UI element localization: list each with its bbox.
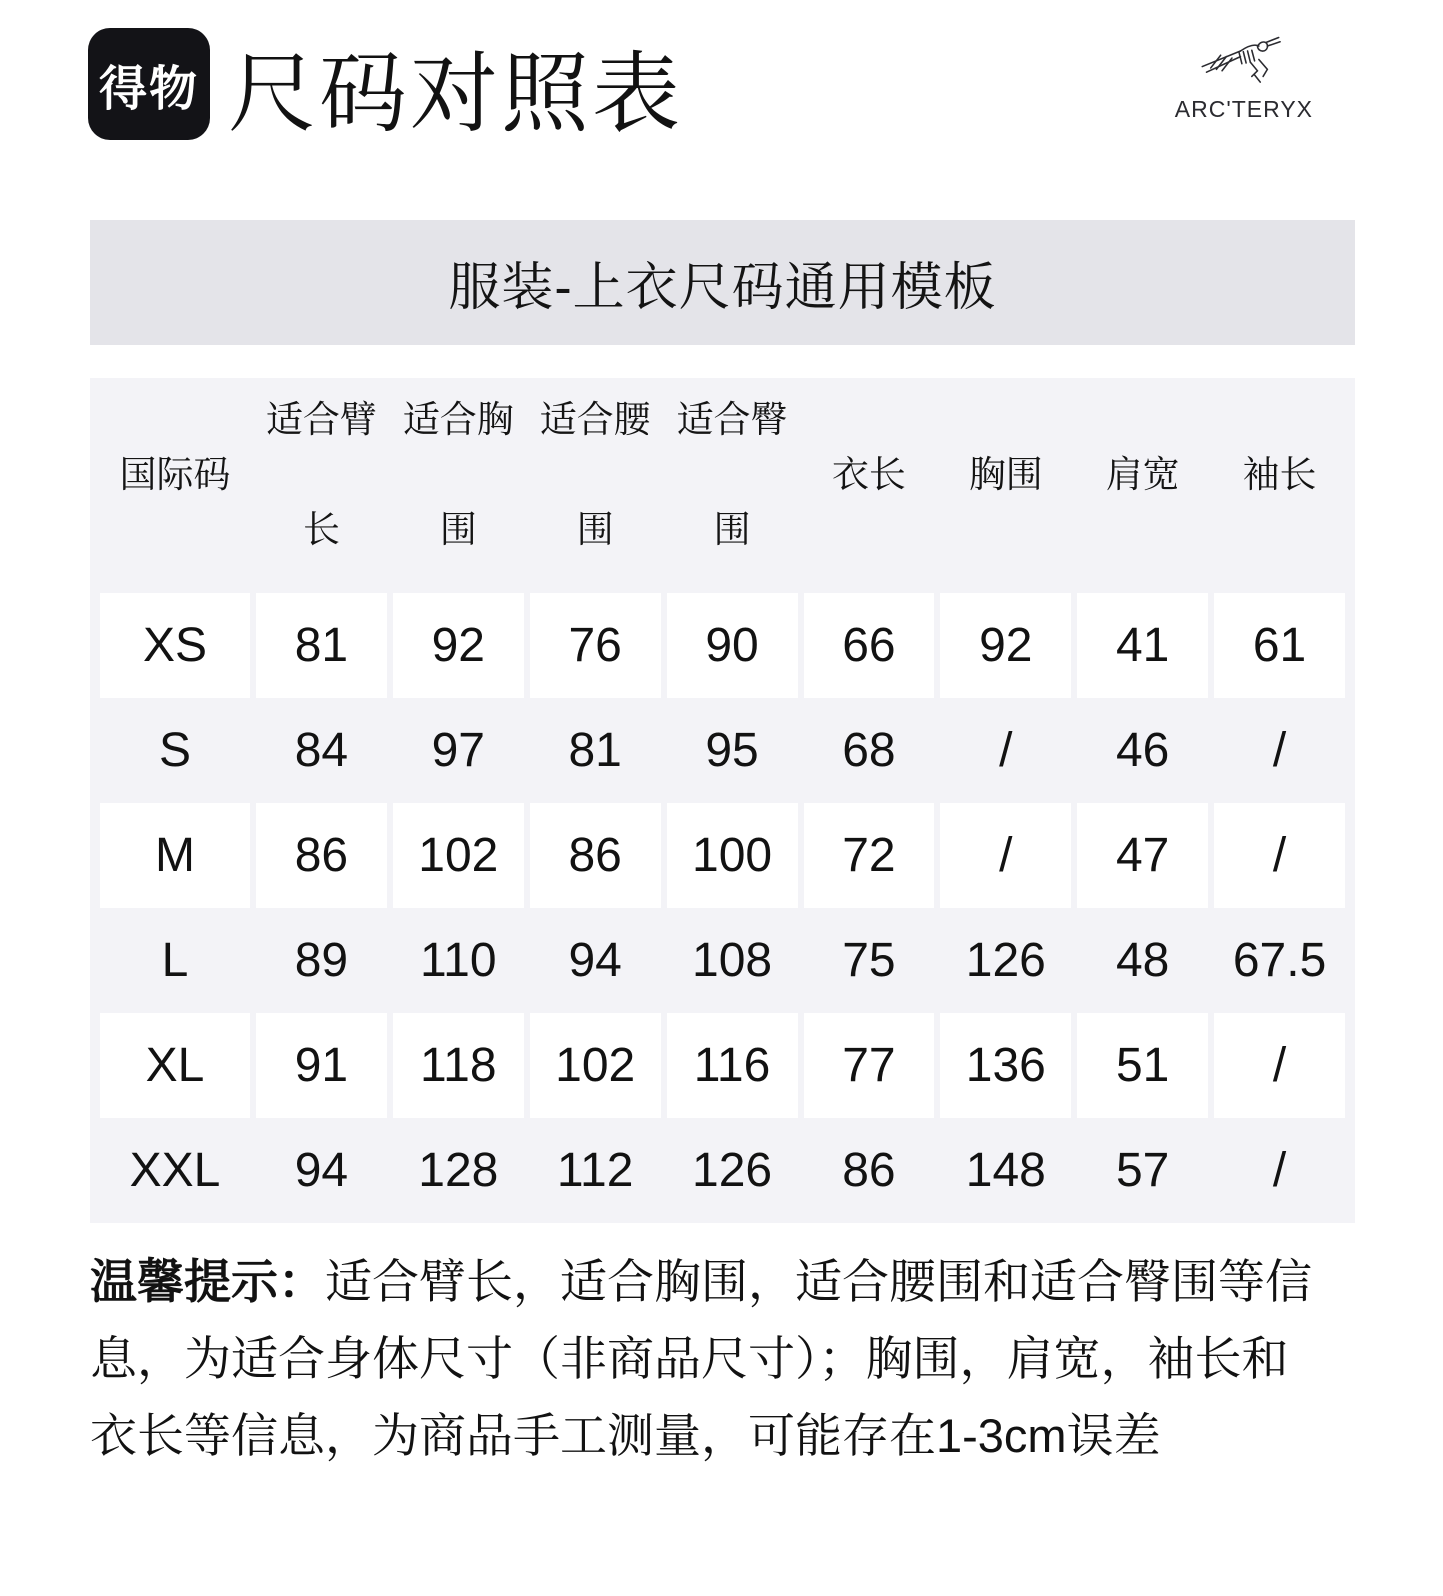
notice-line: [90, 1320, 1363, 1397]
notice-line-text: 息，为适合身体尺寸（非商品尺寸）；胸围，肩宽，袖长和: [90, 1332, 1289, 1385]
size-label: XXL: [129, 1144, 221, 1197]
header-label: 长: [302, 508, 340, 550]
table-row-xxl: [100, 1118, 1345, 1223]
column-header-fit-waist: [530, 378, 661, 563]
size-label: XL: [100, 1013, 250, 1118]
header-label: 胸围: [968, 453, 1043, 495]
table-cell: 100: [667, 803, 798, 908]
table-cell: 47: [1077, 803, 1208, 908]
table-cell: 46: [1115, 724, 1170, 777]
table-row-m: [100, 803, 1345, 908]
size-label: S: [158, 724, 191, 777]
table-cell: 81: [568, 724, 622, 777]
template-banner: [90, 220, 1355, 345]
table-cell: 68: [842, 724, 896, 777]
table-cell: 41: [1077, 593, 1208, 698]
notice-line-text: 适合臂长，适合胸围，适合腰围和适合臀围等信: [325, 1255, 1312, 1308]
arcteryx-bird-icon: [1198, 34, 1290, 92]
table-row-l: [100, 908, 1345, 1013]
banner-title: 服装-上衣尺码通用模板: [448, 259, 997, 317]
table-cell: 102: [393, 803, 524, 908]
table-cell: /: [1272, 1144, 1287, 1197]
table-cell: 128: [418, 1144, 499, 1197]
header-label: 肩宽: [1105, 453, 1180, 495]
header-label: 适合臂: [265, 398, 377, 440]
table-cell: 92: [393, 593, 524, 698]
table-cell: /: [1214, 803, 1345, 908]
table-cell: 72: [804, 803, 935, 908]
table-cell: 77: [804, 1013, 935, 1118]
column-header-fit-chest: [393, 378, 524, 563]
table-cell: 67.5: [1232, 934, 1327, 987]
table-cell: 94: [568, 934, 622, 987]
table-cell: 94: [294, 1144, 349, 1197]
table-cell: 86: [530, 803, 661, 908]
table-row-xs: [100, 593, 1345, 698]
table-cell: 91: [256, 1013, 387, 1118]
brand-left-group: [88, 28, 684, 143]
notice-line: [90, 1397, 1363, 1474]
size-label: L: [161, 934, 189, 987]
column-header-fit-hip: [667, 378, 798, 563]
header-label: 围: [713, 508, 751, 550]
header-label: 衣长: [831, 453, 906, 495]
arcteryx-logo: [1175, 34, 1313, 123]
notice-text: [90, 1243, 1363, 1474]
top-bar: [0, 0, 1443, 143]
table-cell: 92: [940, 593, 1071, 698]
column-header-shoulder-width: [1077, 378, 1208, 563]
header-label: 围: [439, 508, 477, 550]
table-cell: /: [1214, 1013, 1345, 1118]
table-cell: 84: [294, 724, 349, 777]
table-row-xl: [100, 1013, 1345, 1118]
header-label: 国际码: [119, 453, 231, 495]
size-label: XS: [100, 593, 250, 698]
dewu-logo-text: 得物: [98, 62, 199, 116]
size-table: [90, 378, 1355, 1223]
column-header-chest: [940, 378, 1071, 563]
table-cell: 66: [804, 593, 935, 698]
table-cell: 51: [1077, 1013, 1208, 1118]
column-header-sleeve-length: [1214, 378, 1345, 563]
table-cell: 95: [705, 724, 759, 777]
table-cell: 118: [393, 1013, 524, 1118]
table-cell: 76: [530, 593, 661, 698]
table-cell: 86: [842, 1144, 896, 1197]
table-cell: 61: [1214, 593, 1345, 698]
notice-bold-prefix: 温馨提示：: [90, 1255, 325, 1308]
table-cell: 102: [530, 1013, 661, 1118]
table-cell: 86: [256, 803, 387, 908]
table-cell: 81: [256, 593, 387, 698]
column-header-international-size: [100, 378, 250, 563]
dewu-logo: [88, 28, 210, 140]
table-cell: 57: [1115, 1144, 1170, 1197]
column-header-garment-length: [804, 378, 935, 563]
table-cell: /: [940, 803, 1071, 908]
header-label: 袖长: [1242, 453, 1317, 495]
table-cell: 116: [667, 1013, 798, 1118]
header-label: 适合腰: [539, 398, 651, 440]
notice-line: [90, 1243, 1363, 1320]
table-cell: 110: [420, 934, 497, 987]
header-label: 适合胸: [402, 398, 514, 440]
page-title: 尺码对照表: [228, 44, 684, 143]
table-cell: 90: [667, 593, 798, 698]
table-cell: /: [1272, 724, 1287, 777]
notice-line-text: 衣长等信息，为商品手工测量，可能存在1-3cm误差: [90, 1409, 1161, 1462]
table-header-row: [100, 378, 1345, 593]
table-cell: 112: [556, 1144, 634, 1197]
table-cell: 126: [965, 934, 1046, 987]
table-cell: 126: [692, 1144, 773, 1197]
table-cell: 97: [431, 724, 485, 777]
table-cell: 148: [965, 1144, 1046, 1197]
table-cell: 89: [294, 934, 349, 987]
table-cell: /: [999, 724, 1013, 777]
table-cell: 136: [940, 1013, 1071, 1118]
table-cell: 75: [842, 934, 896, 987]
table-cell: 108: [692, 934, 773, 987]
table-cell: 48: [1115, 934, 1170, 987]
table-row-s: [100, 698, 1345, 803]
header-label: 适合臀: [676, 398, 788, 440]
header-label: 围: [576, 508, 614, 550]
arcteryx-wordmark: ARC'TERYX: [1174, 96, 1313, 122]
column-header-fit-arm-length: [256, 378, 387, 563]
size-label: M: [100, 803, 250, 908]
